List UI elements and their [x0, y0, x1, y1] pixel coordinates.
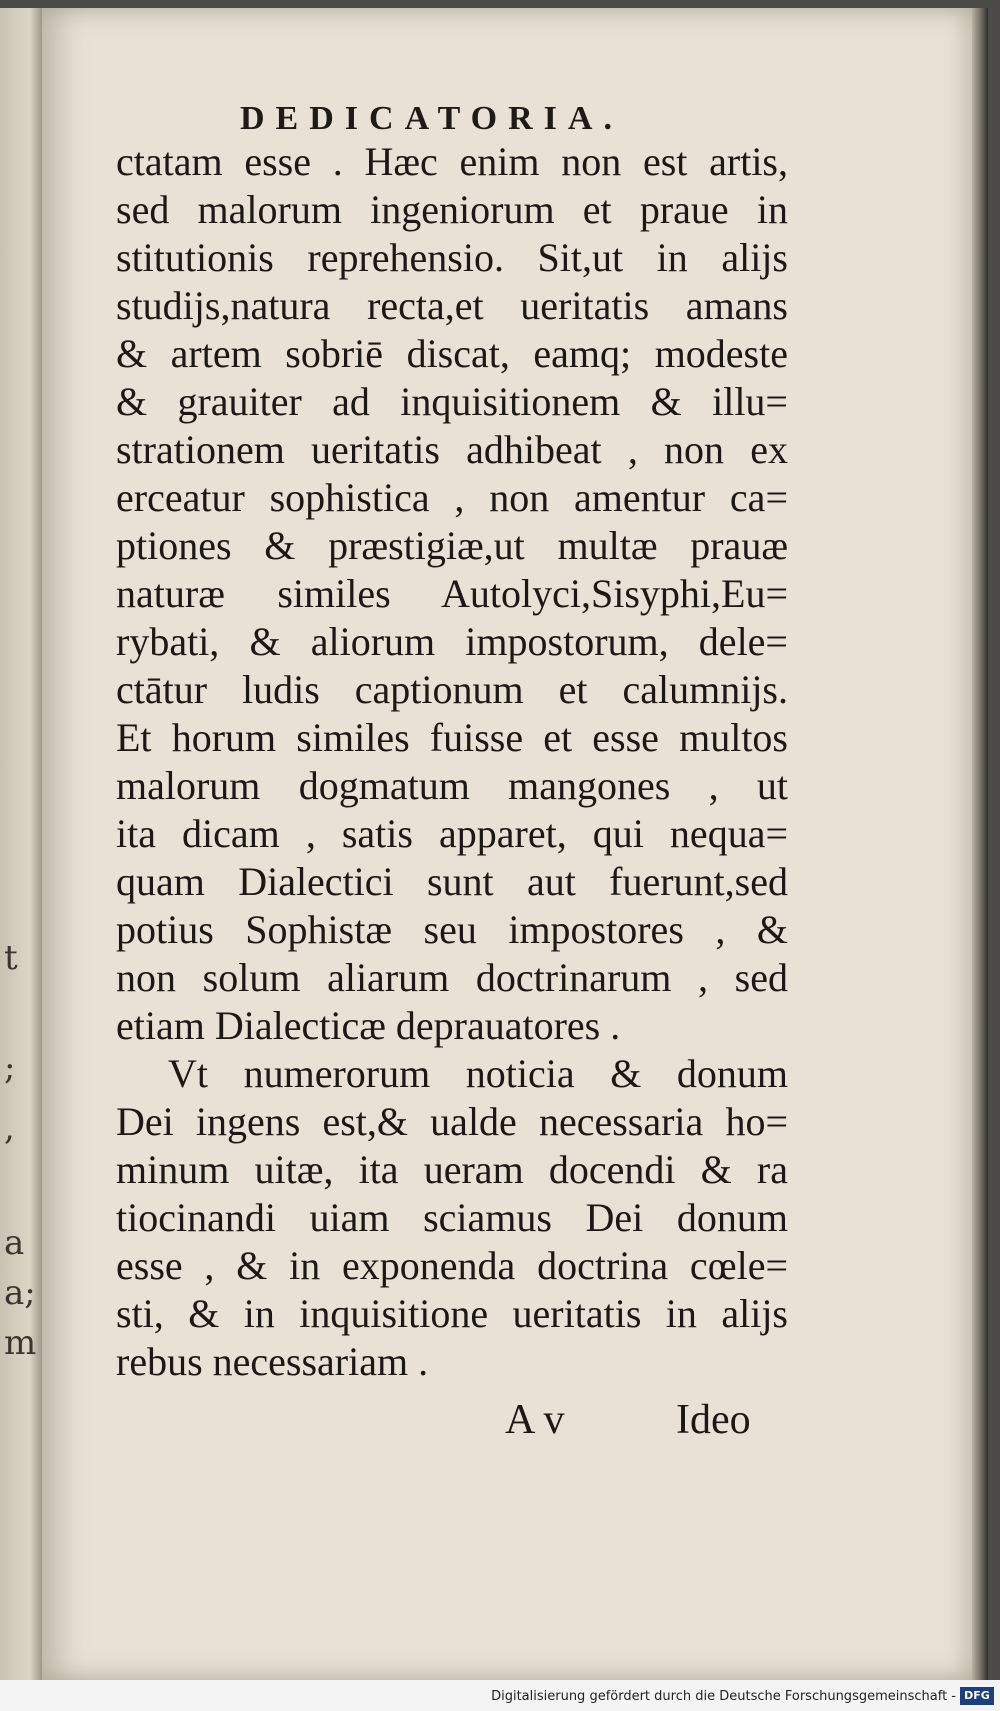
text-line: rybati, & aliorum impostorum, dele= — [116, 619, 788, 664]
text-line: ptiones & præstigiæ,ut multæ prauæ — [116, 523, 788, 568]
catchword: Ideo — [676, 1397, 751, 1443]
text-line: esse , & in exponenda doctrina cœle= — [116, 1243, 788, 1288]
facing-page-fragment: a; — [4, 1273, 36, 1313]
text-line: sed malorum ingeniorum et praue in — [116, 187, 788, 232]
text-line: ita dicam , satis apparet, qui nequa= — [116, 811, 788, 856]
text-line: minum uitæ, ita ueram docendi & ra — [116, 1147, 788, 1192]
signature-mark: A v — [505, 1397, 565, 1443]
text-line: Dei ingens est,& ualde necessaria ho= — [116, 1099, 788, 1144]
text-line: tiocinandi uiam sciamus Dei donum — [116, 1195, 788, 1240]
text-line: & artem sobriē discat, eamq; modeste — [116, 331, 788, 376]
text-line: Et horum similes fuisse et esse multos — [116, 715, 788, 760]
footer-credit: Digitalisierung gefördert durch die Deutsche Forschungsgemeinschaft - — [491, 1689, 956, 1704]
text-line: Vt numerorum noticia & donum — [168, 1051, 788, 1096]
text-line: rebus necessariam . — [116, 1339, 429, 1384]
text-line: potius Sophistæ seu impostores , & — [116, 907, 788, 952]
text-line: ctatam esse . Hæc enim non est artis, — [116, 139, 788, 184]
text-line: ctātur ludis captionum et calumnijs. — [116, 667, 788, 712]
text-line: non solum aliarum doctrinarum , sed — [116, 955, 788, 1000]
facing-page-edge — [0, 8, 42, 1680]
text-line: etiam Dialecticæ deprauatores . — [116, 1003, 621, 1048]
facing-page-fragment: ; — [4, 1048, 16, 1088]
facing-page-fragment: a — [4, 1223, 25, 1263]
page-edge — [972, 8, 988, 1680]
facing-page-fragment: t — [4, 938, 18, 978]
body-text — [116, 138, 788, 1386]
text-line: malorum dogmatum mangones , ut — [116, 763, 788, 808]
footer-bar — [0, 1680, 1000, 1711]
dfg-logo: DFG — [960, 1687, 994, 1705]
facing-page-fragment: , — [4, 1108, 15, 1148]
text-line: & grauiter ad inquisitionem & illu= — [116, 379, 788, 424]
facing-page-fragment: m — [4, 1323, 37, 1363]
text-line: erceatur sophistica , non amentur ca= — [116, 475, 788, 520]
text-line: quam Dialectici sunt aut fuerunt,sed — [116, 859, 788, 904]
text-line: studijs,natura recta,et ueritatis amans — [116, 283, 788, 328]
text-line: stitutionis reprehensio. Sit,ut in alijs — [116, 235, 788, 280]
text-line: sti, & in inquisitione ueritatis in alijs — [116, 1291, 788, 1336]
running-head: DEDICATORIA. — [240, 100, 623, 137]
text-line: strationem ueritatis adhibeat , non ex — [116, 427, 788, 472]
text-line: naturæ similes Autolyci,Sisyphi,Eu= — [116, 571, 788, 616]
